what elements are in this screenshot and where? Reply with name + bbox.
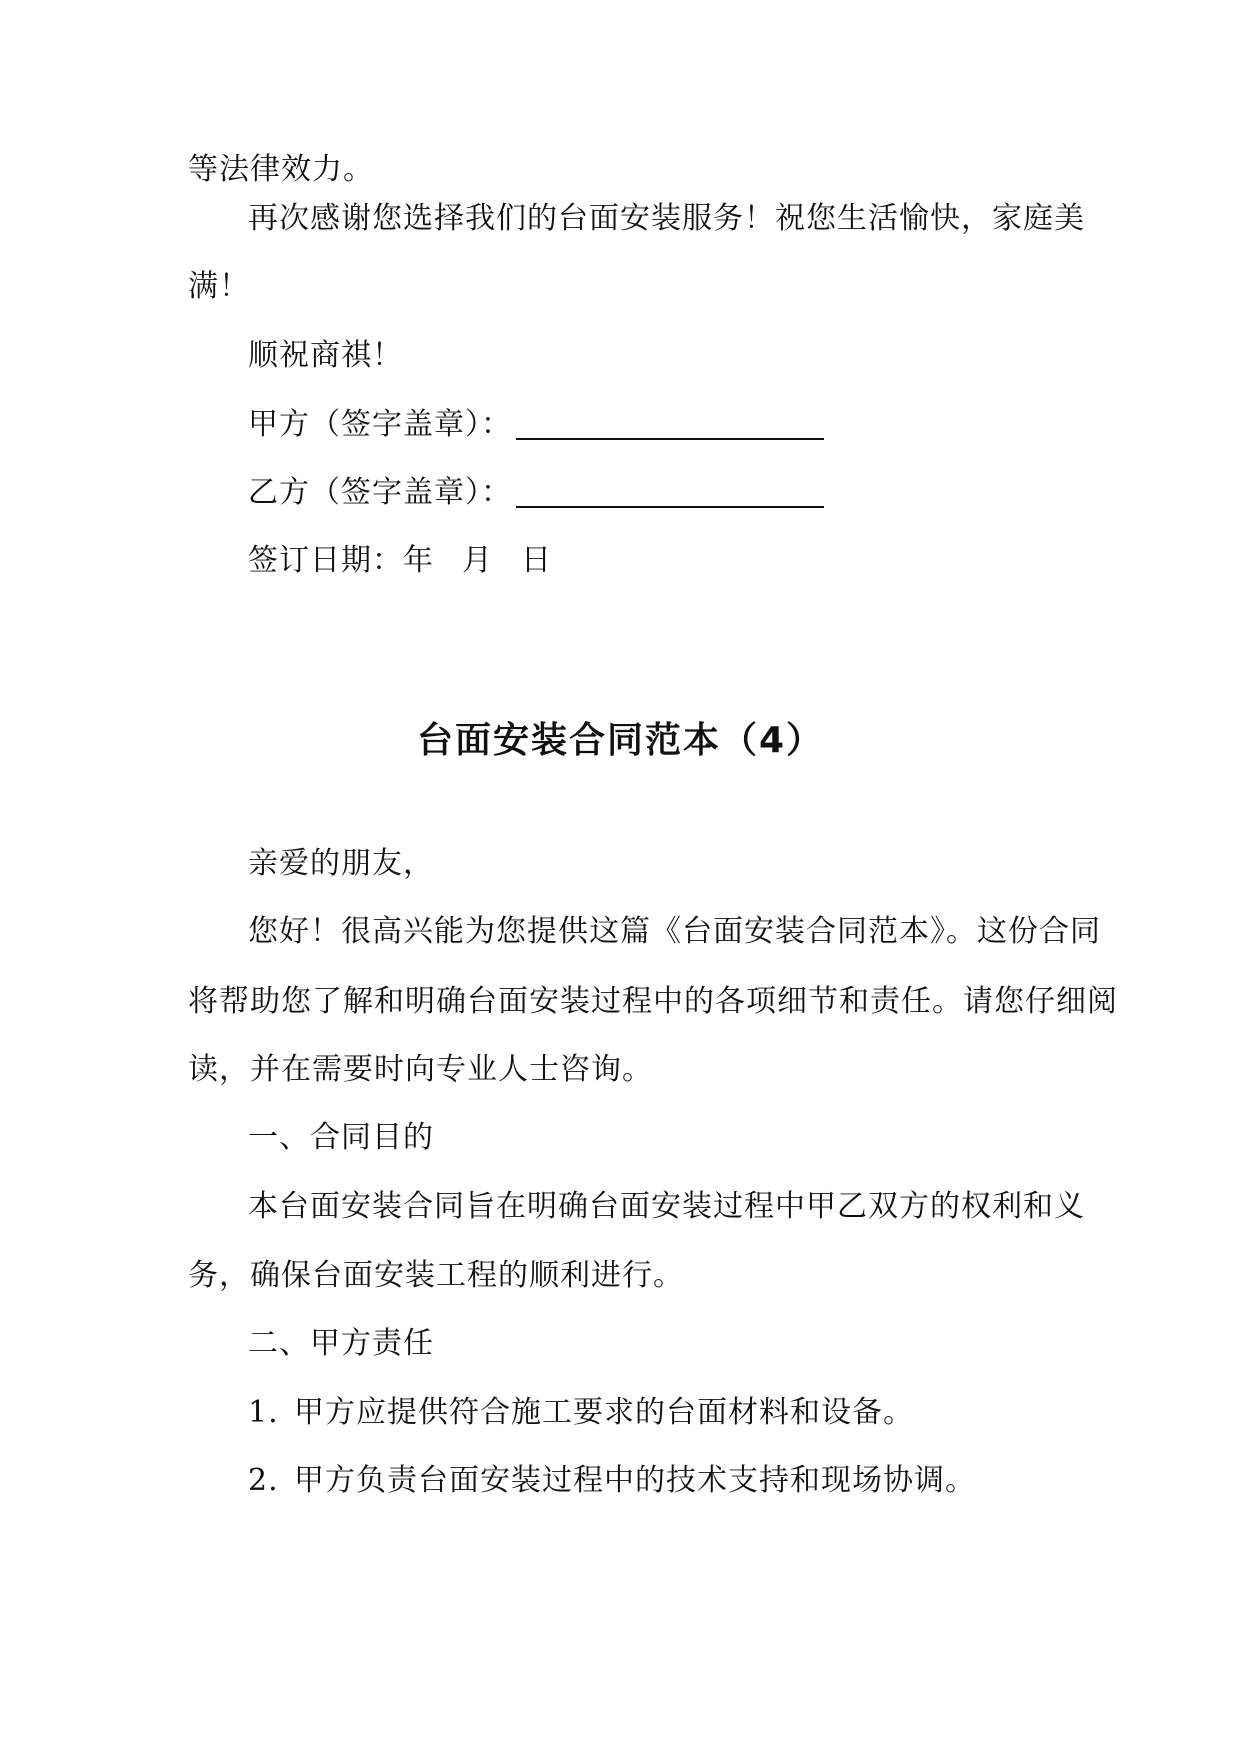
body-text-line: 等法律效力。 <box>188 152 374 187</box>
list-item-number: 1. <box>248 1395 279 1430</box>
list-item <box>248 1461 976 1501</box>
date-day: 日 <box>521 543 552 578</box>
regards-text: 顺祝商祺！ <box>248 338 403 373</box>
purpose-paragraph-cont: 务，确保台面安装工程的顺利进行。 <box>188 1258 684 1293</box>
intro-paragraph-cont: 读，并在需要时向专业人士咨询。 <box>188 1052 653 1087</box>
list-item <box>248 1393 914 1433</box>
intro-paragraph-cont: 将帮助您了解和明确台面安装过程中的各项细节和责任。请您仔细阅 <box>188 984 1118 1019</box>
thanks-paragraph: 再次感谢您选择我们的台面安装服务！祝您生活愉快，家庭美 <box>248 201 1085 236</box>
heading-contract-purpose: 一、合同目的 <box>248 1120 434 1155</box>
list-item-text: 甲方负责台面安装过程中的技术支持和现场协调。 <box>294 1463 976 1498</box>
section-title: 台面安装合同范本（4） <box>416 720 825 761</box>
list-item-text: 甲方应提供符合施工要求的台面材料和设备。 <box>294 1395 914 1430</box>
sign-date-label: 签订日期： <box>248 543 403 578</box>
party-a-signature-blank <box>516 412 824 440</box>
purpose-paragraph: 本台面安装合同旨在明确台面安装过程中甲乙双方的权利和义 <box>248 1189 1085 1224</box>
party-b-signature-line <box>248 473 824 513</box>
thanks-paragraph-cont: 满！ <box>188 269 250 304</box>
party-a-label: 甲方（签字盖章）： <box>248 407 512 442</box>
sign-date-line <box>248 541 552 581</box>
party-a-signature-line <box>248 405 824 445</box>
heading-party-a-duties: 二、甲方责任 <box>248 1326 434 1361</box>
date-year: 年 <box>403 543 434 578</box>
party-b-label: 乙方（签字盖章）： <box>248 475 512 510</box>
intro-paragraph: 您好！很高兴能为您提供这篇《台面安装合同范本》。这份合同 <box>248 914 1101 949</box>
party-b-signature-blank <box>516 480 824 508</box>
greeting-text: 亲爱的朋友， <box>248 846 434 881</box>
list-item-number: 2. <box>248 1463 279 1498</box>
date-month: 月 <box>462 543 493 578</box>
